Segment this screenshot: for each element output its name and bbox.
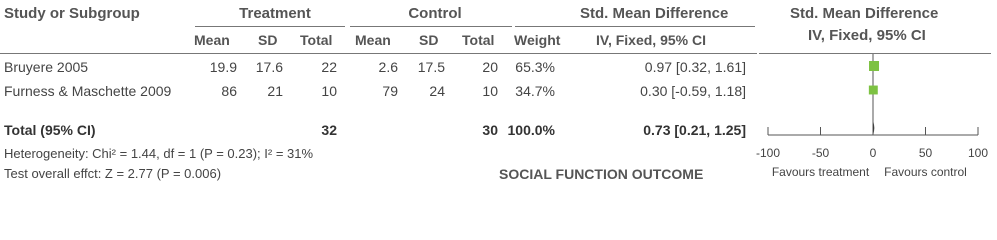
row-1-weight: 65.3% (515, 59, 555, 75)
study-effect-marker (869, 61, 879, 71)
row-2-treatment-total: 10 (321, 83, 337, 99)
control-mean-header: Mean (355, 32, 391, 48)
row-2-control-total: 10 (482, 83, 498, 99)
study-effect-marker (869, 86, 878, 95)
x-tick-label: -50 (811, 146, 830, 160)
smd-header-right: Std. Mean Difference (790, 5, 939, 22)
treatment-group-header: Treatment (239, 5, 311, 22)
control-sd-header: SD (419, 32, 439, 48)
row-1-treatment-mean: 19.9 (209, 59, 237, 75)
total-label: Total (95% CI) (4, 122, 96, 138)
row-1-control-total: 20 (482, 59, 498, 75)
row-1-study: Bruyere 2005 (4, 59, 89, 75)
row-2-ci: 0.30 [-0.59, 1.18] (640, 83, 746, 99)
treatment-total-header: Total (300, 32, 333, 48)
treatment-sd-header: SD (258, 32, 278, 48)
x-tick-label: 50 (918, 146, 933, 160)
total-weight: 100.0% (507, 122, 555, 138)
x-tick-label: 100 (967, 146, 989, 160)
control-group-header: Control (408, 5, 462, 22)
row-1-ci: 0.97 [0.32, 1.61] (644, 59, 746, 75)
weight-header: Weight (514, 32, 561, 48)
method-header-right: IV, Fixed, 95% CI (808, 27, 926, 44)
row-1-control-mean: 2.6 (378, 59, 398, 75)
row-2-treatment-mean: 86 (221, 83, 237, 99)
favours-control-label: Favours control (884, 165, 967, 179)
row-1-treatment-sd: 17.6 (255, 59, 283, 75)
outcome-title: SOCIAL FUNCTION OUTCOME (499, 166, 704, 182)
total-ci: 0.73 [0.21, 1.25] (643, 122, 746, 138)
row-2-control-sd: 24 (429, 83, 445, 99)
row-2-study: Furness & Maschette 2009 (4, 83, 172, 99)
heterogeneity-stats: Heterogeneity: Chi² = 1.44, df = 1 (P = 0.23); I² = 31% (4, 146, 314, 161)
control-total-header: Total (462, 32, 495, 48)
row-2-control-mean: 79 (382, 83, 398, 99)
ci-header: IV, Fixed, 95% CI (596, 32, 706, 48)
row-1-treatment-total: 22 (321, 59, 337, 75)
x-tick-label: 0 (869, 146, 877, 160)
x-tick-label: -100 (755, 146, 781, 160)
row-2-weight: 34.7% (515, 83, 555, 99)
overall-effect-test: Test overall effct: Z = 2.77 (P = 0.006) (4, 166, 222, 181)
treatment-mean-header: Mean (194, 32, 230, 48)
row-2-treatment-sd: 21 (267, 83, 283, 99)
total-treatment-n: 32 (321, 122, 337, 138)
smd-header-left: Std. Mean Difference (580, 5, 729, 22)
study-column-header: Study or Subgroup (4, 5, 140, 22)
total-control-n: 30 (482, 122, 498, 138)
row-1-control-sd: 17.5 (417, 59, 445, 75)
favours-treatment-label: Favours treatment (771, 165, 870, 179)
